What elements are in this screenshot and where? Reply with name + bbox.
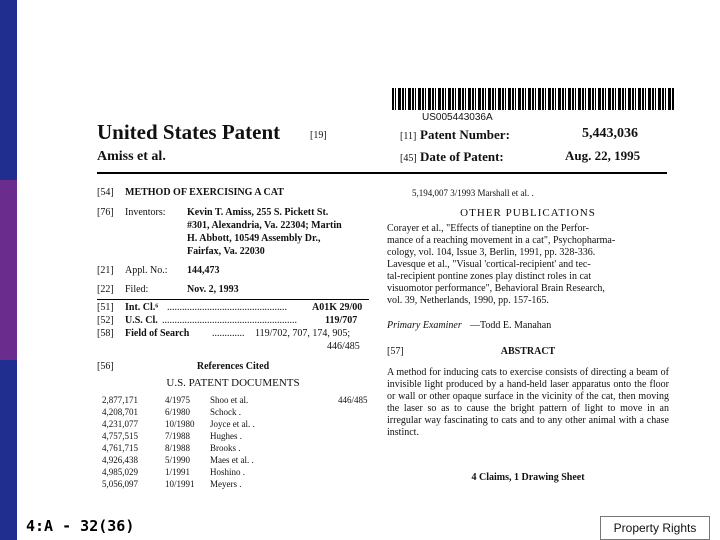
search-value: 119/702, 707, 174, 905; — [255, 328, 351, 339]
inventor-line: Kevin T. Amiss, 255 S. Pickett St. — [187, 207, 329, 218]
search-label: Field of Search — [125, 328, 190, 339]
inventors-label: Inventors: — [125, 207, 166, 218]
patent-title: United States Patent — [97, 120, 281, 144]
patent-document: US005443036A United States Patent [19] Amiss et al. [11] Patent Number: 5,443,036 [45] Date of Patent: Aug. 22, 1995 [54] METHOD OF EXERCISING A CAT [76] Inventors: Kevin T. Amiss, 255 S. Pickett St. #301, Alexandria, Va. 22304; Martin H. Abbott, 10549 Assembly Dr., Fairfax, Va. 22030 [21] Appl. No.: 144,473 [22] Filed: Nov. 2, 1993 [51] Int. Cl.⁶ ................................................ A01K 29/00 [52] U.S. Cl. ...................................................... 119/707 [58] Field of Search ............. 119/702, 707, 174, 905; 446/485 [56] References Cited U.S. PATENT DOCUMENTS 2,877,171 4/1975 Shoo et al. 446/485 4,208,701 6/1980 Schock . 4,231,077 10/1980 Joyce et al. . 4,757,515 7/1988 Hughes . 4,761,715 8/1988 Brooks . 4,926,438 5/1990 Maes et al. . 4,985,029 1/1991 Hoshino . 5,056,097 10/1991 Meyers . 5,194,007 3/1993 Marshall et al. . OTHER PUBLICATIONS Corayer et al., "Effects of tianeptine on the Perfor- mance of a reaching movement in a cat", Psychopharma- cology, vol. 104, Issue 3, Berlin, 1991, pp. 328-336. Lavesque et al., "Visual 'cortical-recipient' and tec- tal-recipient pontine zones play distinct roles in cat visuomotor performance", Behavioral Brain Research, vol. 39, Netherlands, 1990, pp. 157-165. Primary Examiner —Todd E. Manahan [57] ABSTRACT A method for inducing cats to exercise consists of directing a beam of invisible light produced by a hand-held laser apparatus onto the floor or wall or other opaque surface in the vicinity of the cat, then moving the laser so as to cause the bright pattern of light to move in an irregular way fascinating to cats and to any other animal with a chase instinct. 4 Claims, 1 Drawing Sheet — [22, 0, 712, 540]
barcode — [392, 88, 674, 110]
appl-number: 144,473 — [187, 265, 220, 276]
date-label: Date of Patent: — [420, 149, 504, 164]
code-58: [58] — [97, 328, 114, 339]
code-22: [22] — [97, 284, 114, 295]
left-strip-middle — [0, 180, 17, 360]
search-value-2: 446/485 — [327, 341, 360, 352]
examiner-name: —Todd E. Manahan — [470, 320, 552, 331]
filed-label: Filed: — [125, 284, 149, 295]
ref-extra: 5,194,007 3/1993 Marshall et al. . — [412, 188, 534, 198]
appl-label: Appl. No.: — [125, 265, 168, 276]
intcl-label: Int. Cl.⁶ — [125, 302, 159, 313]
uscl-value: 119/707 — [325, 315, 358, 326]
left-strip-top — [0, 0, 17, 180]
invention-title: METHOD OF EXERCISING A CAT — [125, 187, 284, 198]
other-pubs-line: mance of a reaching movement in a cat", Psychopharma- — [387, 235, 616, 246]
barcode-number: US005443036A — [422, 112, 493, 123]
leader-dots: ...................................................... — [162, 315, 297, 326]
other-pubs-title: OTHER PUBLICATIONS — [460, 207, 596, 219]
uscl-label: U.S. Cl. — [125, 315, 158, 326]
other-pubs-line: Lavesque et al., "Visual 'cortical-recipient' and tec- — [387, 259, 591, 270]
patent-date: Aug. 22, 1995 — [565, 148, 641, 163]
leader-dots: ................................................ — [167, 302, 287, 313]
other-pubs-line: tal-recipient pontine zones play distinct roles in cat — [387, 271, 592, 282]
refs-title: References Cited — [196, 361, 270, 372]
code-57: [57] — [387, 346, 404, 357]
patent-number: 5,443,036 — [582, 126, 638, 141]
code-76: [76] — [97, 207, 114, 218]
claims: 4 Claims, 1 Drawing Sheet — [471, 472, 585, 483]
property-rights-badge: Property Rights — [600, 516, 710, 540]
intcl-value: A01K 29/00 — [312, 302, 363, 313]
header-rule — [97, 172, 667, 174]
title-code: [19] — [310, 130, 327, 141]
slide-number: 4:A - 32(36) — [26, 517, 135, 535]
filed-date: Nov. 2, 1993 — [187, 284, 239, 295]
inventor-line: H. Abbott, 10549 Assembly Dr., — [187, 233, 321, 244]
code-51: [51] — [97, 302, 114, 313]
leader-dots: ............. — [212, 328, 245, 339]
other-pubs-line: vol. 39, Netherlands, 1990, pp. 157-165. — [387, 295, 549, 306]
code-54: [54] — [97, 187, 114, 198]
left-strip-bottom — [0, 360, 17, 540]
examiner-label: Primary Examiner — [387, 320, 462, 331]
inventor-line: Fairfax, Va. 22030 — [187, 246, 265, 257]
abstract-title: ABSTRACT — [500, 346, 556, 357]
code-56: [56] — [97, 361, 114, 372]
date-code: [45] — [400, 153, 417, 164]
other-pubs-line: Corayer et al., "Effects of tianeptine on the Perfor- — [387, 223, 589, 234]
patent-number-label: Patent Number: — [420, 127, 510, 142]
left-rule — [97, 299, 369, 300]
refs-subtitle: U.S. PATENT DOCUMENTS — [166, 377, 300, 389]
abstract-text: A method for inducing cats to exercise consists of directing a beam of invisible light produced by a hand-held laser apparatus onto the floor or wall or other opaque surface in the vicinity of the cat, then moving the laser so as to cause the bright pattern of light to move in an irregular way fascinating to cats and to any other animal with a chase instinct. — [387, 367, 669, 438]
code-21: [21] — [97, 265, 114, 276]
code-52: [52] — [97, 315, 114, 326]
other-pubs-line: visuomotor performance", Behavioral Brain Research, — [387, 283, 605, 294]
other-pubs-line: cology, vol. 104, Issue 3, Berlin, 1991, pp. 328-336. — [387, 247, 596, 258]
patent-number-code: [11] — [400, 131, 417, 142]
inventors-short: Amiss et al. — [97, 149, 166, 164]
inventor-line: #301, Alexandria, Va. 22304; Martin — [187, 220, 342, 231]
